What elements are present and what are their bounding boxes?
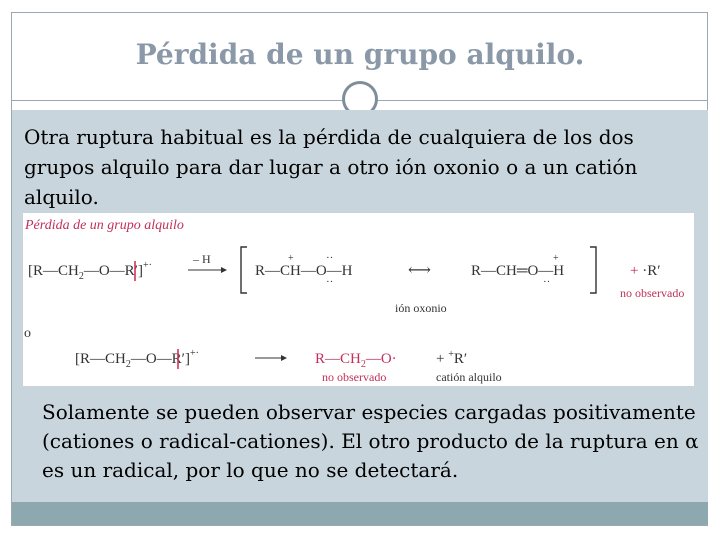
row1-radical: + ·R′ [630,263,661,279]
conclusion-paragraph: Solamente se pueden observar especies cargadas positivamente (cationes o radical-cationes). El otro producto de la ruptura en α es un radical, por lo que no se detectará. [42,400,699,482]
row1-loss: – H [193,252,211,266]
charge-plus-b: + [553,253,559,264]
bracket-open [241,247,247,293]
row2-radical-note: no observado [322,370,387,384]
row1-form-a: R—CH—O—H [255,263,353,279]
or-label: o [24,326,31,341]
row2-cation: + +R′ [436,349,468,367]
intro-paragraph: Otra ruptura habitual es la pérdida de cualquiera de los dos grupos alquilo para dar lugar a otro ión oxonio o a un catión alquilo. [24,125,638,209]
reaction-diagram [23,213,694,386]
charge-plus-a: + [288,253,294,264]
row1-reactant: $[R—CH_2—O—R']^{+\cdot}$ [28,260,152,282]
reaction-arrow-2-head [281,355,287,361]
row1-form-b: R—CH═O—H [471,263,565,279]
row1-radical-note: no observado [620,286,685,300]
resonance-arrow: ⟷ [408,262,431,279]
row2-reactant: $[R—CH_2—O—R']^{+\cdot}$ [75,348,199,370]
lone-pair-b: ·· [543,276,551,288]
figure-caption: Pérdida de un grupo alquilo [25,218,184,233]
product-label-oxonio: ión oxonio [395,301,447,315]
bottom-bar [12,502,708,525]
row2-cation-label: catión alquilo [436,370,502,384]
slide-title: Pérdida de un grupo alquilo. [135,38,585,71]
lone-pair-bottom-a: ·· [326,276,334,288]
row2-radical: $R—CH_2—O\cdot$ [315,351,397,370]
reaction-arrow-1-head [221,267,227,273]
bracket-close [590,247,596,293]
lone-pair-top-a: ·· [326,252,334,264]
reaction-figure [23,213,694,386]
